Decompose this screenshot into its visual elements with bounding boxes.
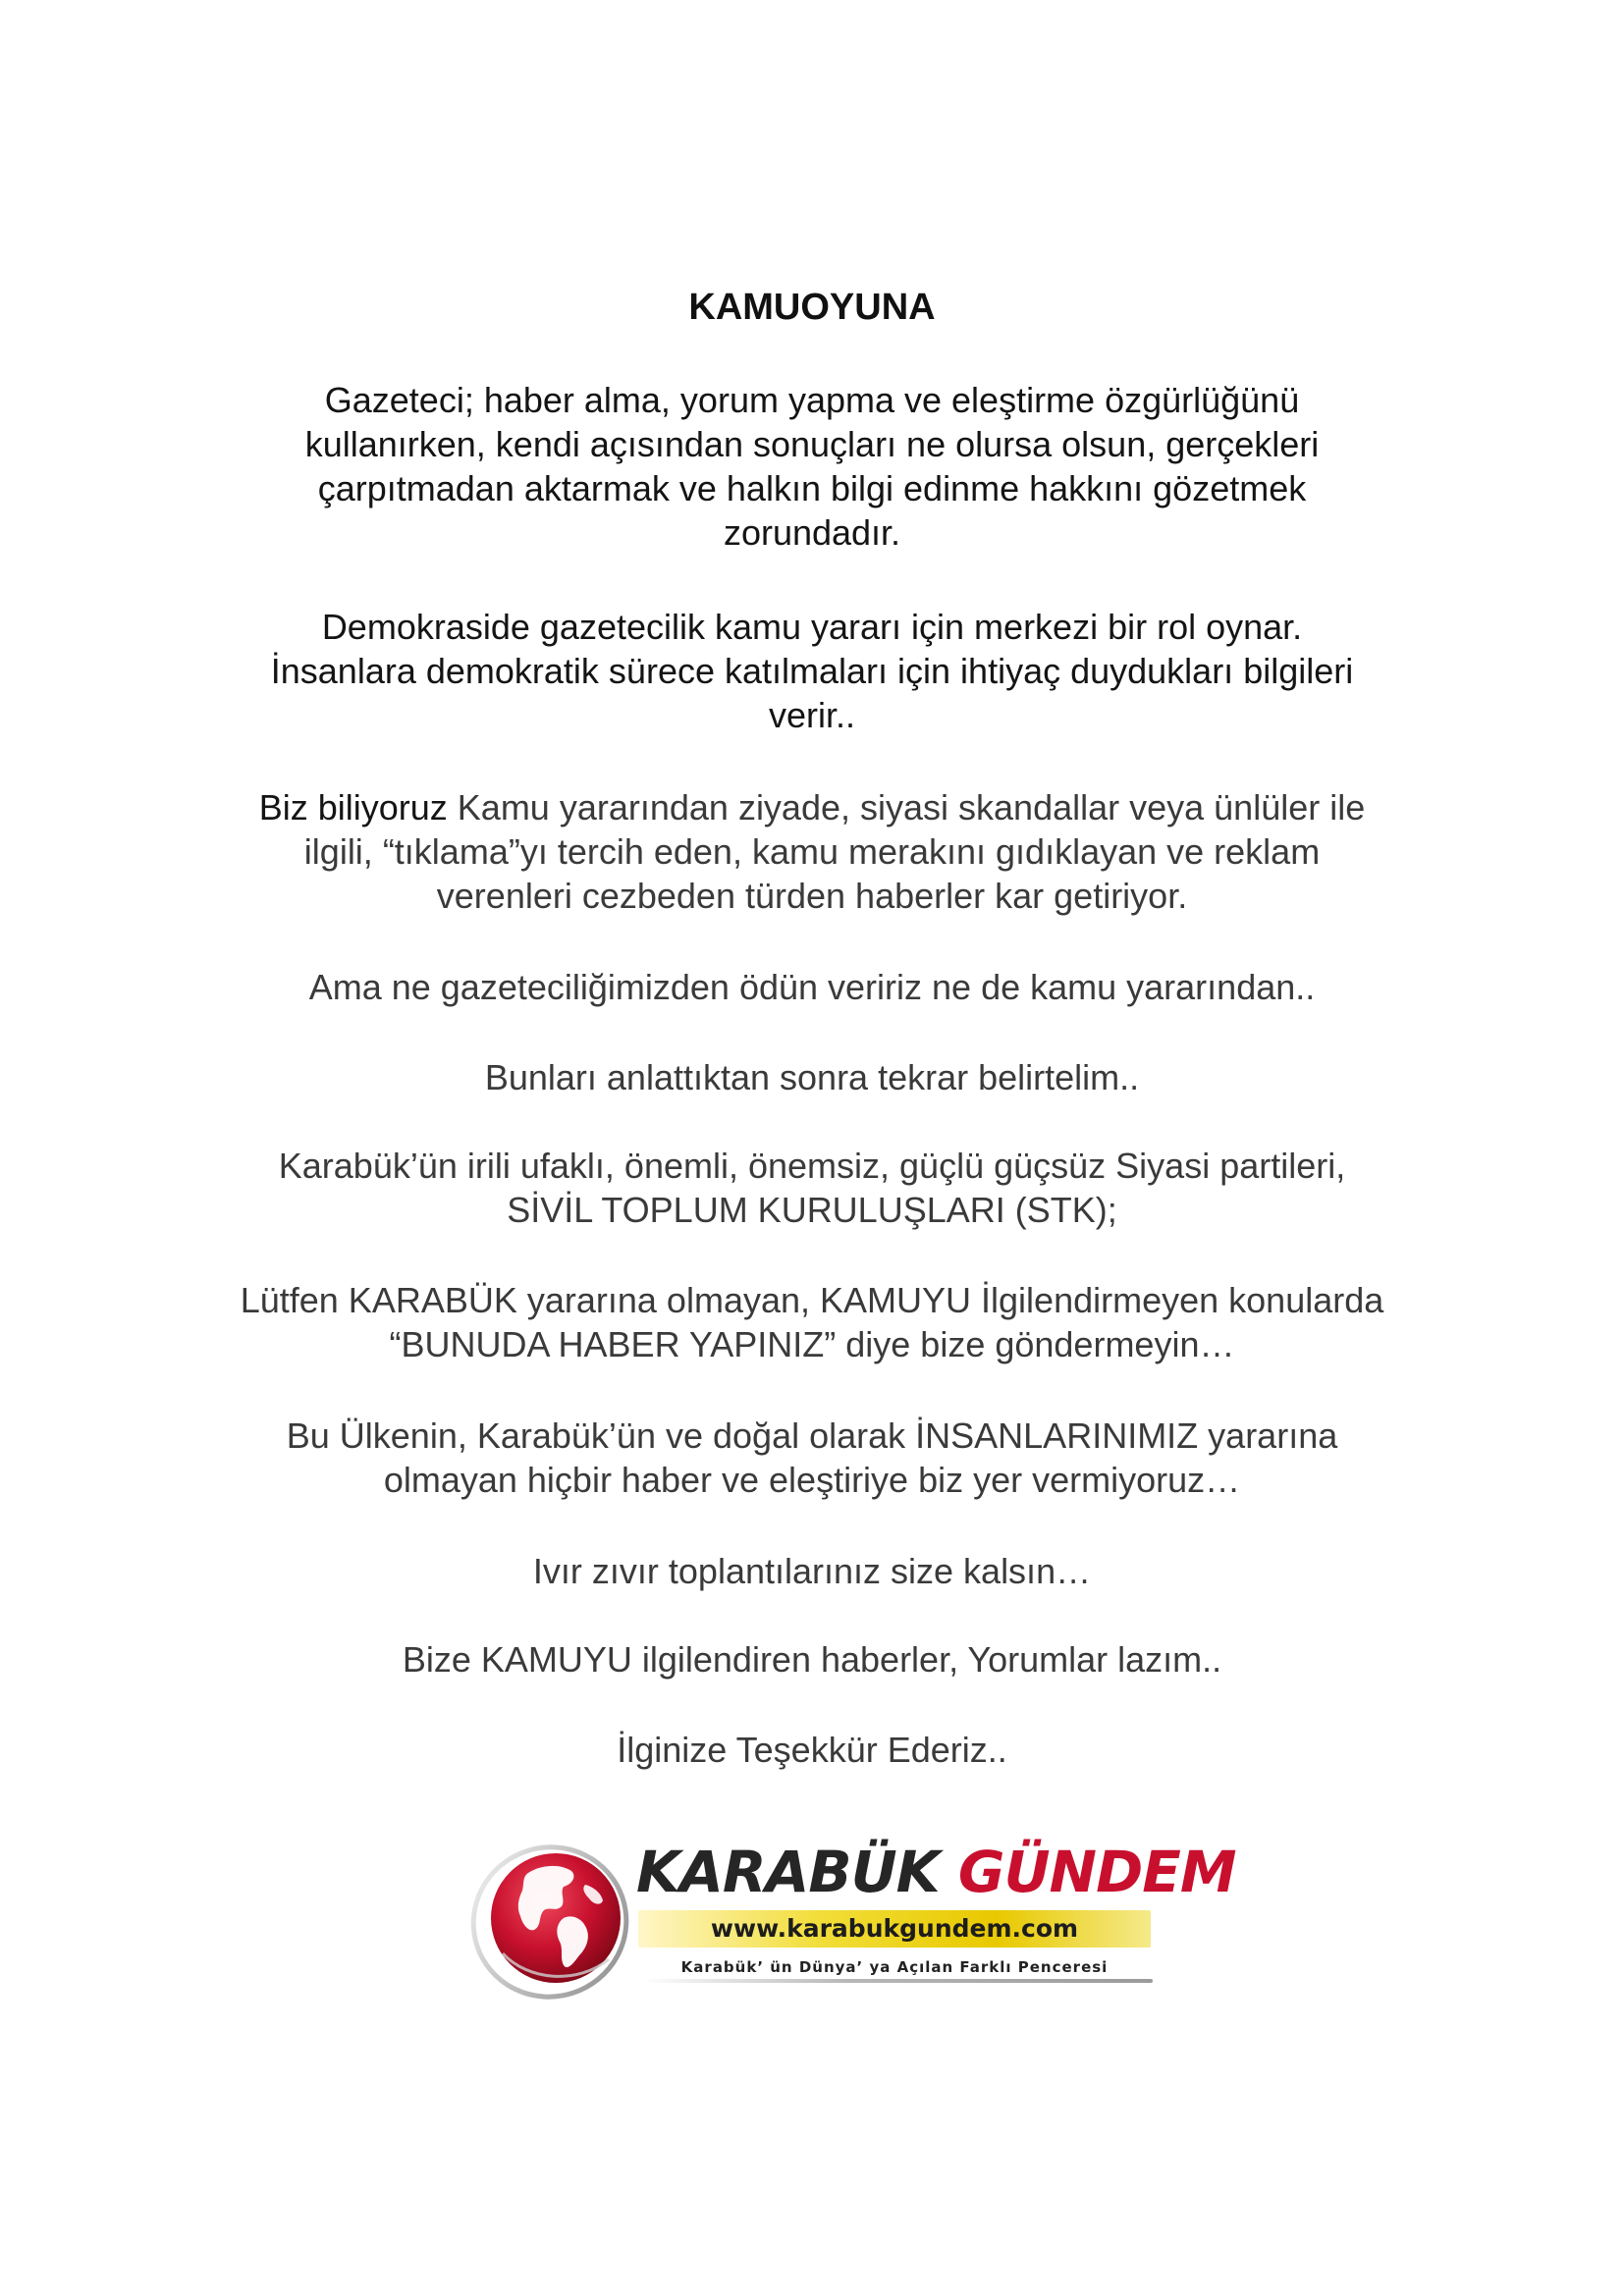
paragraph-line	[147, 785, 1477, 829]
logo-url: www.karabukgundem.com	[710, 1914, 1079, 1943]
karabuk-gundem-logo	[469, 1836, 1236, 2002]
paragraph-meetings	[147, 1549, 1477, 1593]
logo-brand-word-gundem: GÜNDEM	[957, 1839, 1236, 1905]
globe-icon	[469, 1836, 636, 2002]
paragraph-democracy	[147, 605, 1477, 737]
paragraph-line: Lütfen KARABÜK yararına olmayan, KAMUYU İlgilendirmeyen konularda	[240, 1280, 1384, 1320]
paragraph-thanks	[147, 1728, 1477, 1772]
paragraph-line: Bunları anlattıktan sonra tekrar belirtelim..	[484, 1057, 1140, 1097]
logo-swoosh	[642, 1979, 1153, 1983]
paragraph-please	[147, 1278, 1477, 1366]
paragraph-line: çarpıtmadan aktarmak ve halkın bilgi edinme hakkını gözetmek	[317, 468, 1307, 508]
paragraph-line: Karabük’ün irili ufaklı, önemli, önemsiz, güçlü güçsüz Siyasi partileri,	[278, 1146, 1346, 1186]
paragraph-public-news	[147, 1637, 1477, 1682]
paragraph-line: olmayan hiçbir haber ve eleştiriye biz yer vermiyoruz…	[383, 1460, 1241, 1500]
paragraph-parties	[147, 1144, 1477, 1232]
paragraph-line: ilgili, “tıklama”yı tercih eden, kamu merakını gıdıklayan ve reklam	[303, 831, 1321, 872]
paragraph-we-know	[147, 785, 1477, 918]
paragraph-line: verenleri cezbeden türden haberler kar getiriyor.	[436, 876, 1188, 916]
logo-brand-word-karabuk: KARABÜK	[636, 1839, 940, 1905]
paragraph-line: Ama ne gazeteciliğimizden ödün veririz ne de kamu yararından..	[308, 967, 1316, 1007]
paragraph-line: verir..	[768, 695, 855, 735]
paragraph-no-compromise	[147, 965, 1477, 1009]
paragraph-line: Bu Ülkenin, Karabük’ün ve doğal olarak İNSANLARINIMIZ yararına	[286, 1415, 1338, 1456]
paragraph-line: “BUNUDA HABER YAPINIZ” diye bize göndermeyin…	[389, 1324, 1235, 1364]
paragraph-country	[147, 1414, 1477, 1502]
paragraph-line: Gazeteci; haber alma, yorum yapma ve eleştirme özgürlüğünü	[324, 380, 1300, 420]
paragraph-restate	[147, 1055, 1477, 1099]
paragraph-line: kullanırken, kendi açısından sonuçları ne olursa olsun, gerçekleri	[304, 424, 1320, 464]
paragraph-lead: Biz biliyoruz	[258, 787, 448, 828]
paragraph-line: Ivır zıvır toplantılarınız size kalsın…	[532, 1551, 1092, 1591]
paragraph-line: İnsanlara demokratik sürece katılmaları için ihtiyaç duydukları bilgileri	[270, 651, 1354, 691]
paragraph-line: zorundadır.	[723, 512, 901, 553]
logo-url-bar	[638, 1910, 1151, 1948]
paragraph-line: Demokraside gazetecilik kamu yararı için merkezi bir rol oynar.	[321, 607, 1303, 647]
logo-brand-name	[636, 1840, 1236, 1904]
paragraph-journalist-duty	[147, 378, 1477, 555]
paragraph-line-rest: Kamu yararından ziyade, siyasi skandallar veya ünlüler ile	[447, 787, 1366, 828]
document-title: KAMUOYUNA	[688, 287, 936, 328]
paragraph-line: İlginize Teşekkür Ederiz..	[617, 1730, 1007, 1770]
paragraph-line: SİVİL TOPLUM KURULUŞLARI (STK);	[507, 1190, 1117, 1230]
paragraph-line: Bize KAMUYU ilgilendiren haberler, Yorumlar lazım..	[402, 1639, 1222, 1680]
logo-tagline: Karabük’ ün Dünya’ ya Açılan Farklı Penceresi	[680, 1958, 1109, 1976]
